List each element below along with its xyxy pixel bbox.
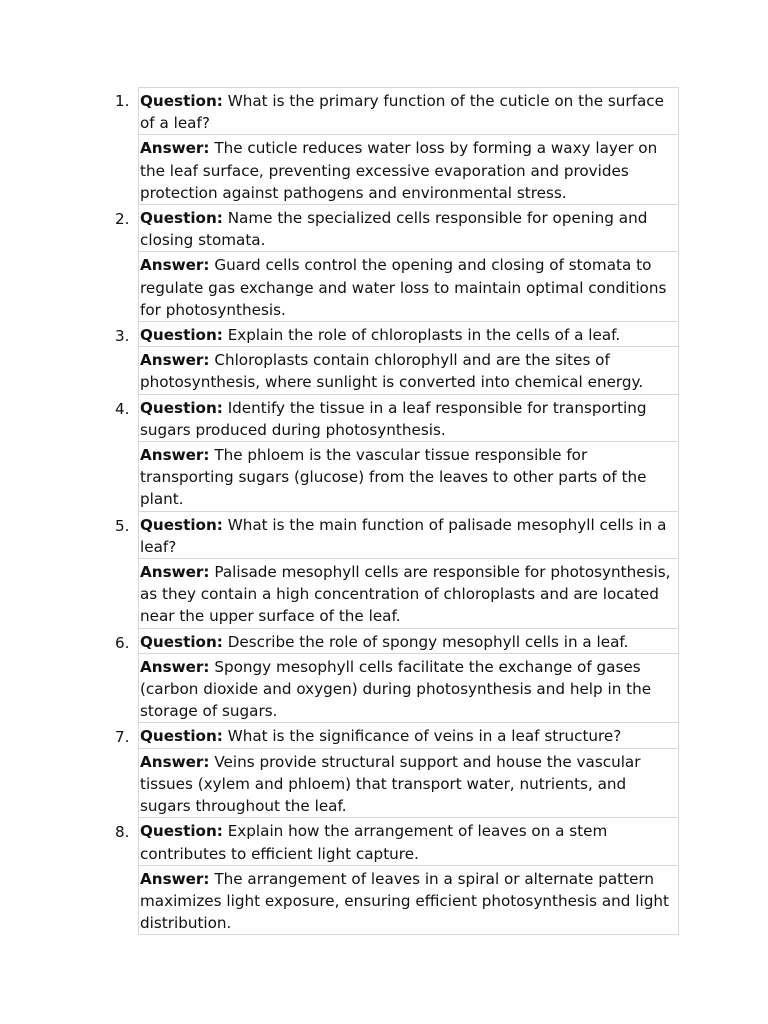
answer-box xyxy=(138,749,679,819)
qa-item xyxy=(112,629,679,724)
item-number: 6. xyxy=(115,633,130,652)
question-text: What is the significance of veins in a leaf structure? xyxy=(227,727,622,746)
qa-item xyxy=(112,322,679,395)
item-number: 1. xyxy=(115,92,130,110)
question-label: Question: xyxy=(140,727,223,746)
answer-box xyxy=(138,442,679,512)
answer-box xyxy=(138,252,679,322)
qa-item xyxy=(112,205,679,322)
item-number: 2. xyxy=(115,210,130,229)
qa-list xyxy=(112,87,679,935)
question-text: Explain the role of chloroplasts in the cells of a leaf. xyxy=(227,326,621,345)
answer-text: The phloem is the vascular tissue responsible for transporting sugars (glucose) from the leaves to other parts of the plant. xyxy=(140,446,647,509)
answer-text: Palisade mesophyll cells are responsible for photosynthesis, as they contain a high concentration of chloroplasts and are located near the upper surface of the leaf. xyxy=(140,563,671,626)
answer-text: Chloroplasts contain chlorophyll and are the sites of photosynthesis, where sunlight is converted into chemical energy. xyxy=(140,351,644,392)
answer-label: Answer: xyxy=(140,657,210,676)
qa-item xyxy=(112,87,679,205)
answer-box xyxy=(138,559,679,629)
item-number: 7. xyxy=(115,728,130,747)
answer-text: Veins provide structural support and house the vascular tissues (xylem and phloem) that transport water, nutrients, and sugars throughout the leaf. xyxy=(140,752,641,816)
answer-label: Answer: xyxy=(140,256,210,275)
question-box xyxy=(138,395,679,442)
question-text: What is the main function of palisade mesophyll cells in a leaf? xyxy=(140,515,667,556)
answer-box xyxy=(138,347,679,394)
question-box xyxy=(138,512,679,559)
item-number: 4. xyxy=(115,399,130,418)
answer-label: Answer: xyxy=(140,351,210,370)
question-label: Question: xyxy=(140,632,223,651)
item-number: 5. xyxy=(115,516,130,535)
question-text: Explain how the arrangement of leaves on a stem contributes to efficient light capture. xyxy=(140,822,608,863)
question-text: What is the primary function of the cuticle on the surface of a leaf? xyxy=(140,92,665,133)
qa-item xyxy=(112,723,679,818)
question-text: Describe the role of spongy mesophyll cells in a leaf. xyxy=(227,632,629,651)
question-text: Identify the tissue in a leaf responsible for transporting sugars produced during photosynthesis. xyxy=(140,398,647,439)
answer-text: The cuticle reduces water loss by forming a waxy layer on the leaf surface, preventing excessive evaporation and provides protection against pathogens and environmental stress. xyxy=(140,139,658,202)
answer-text: The arrangement of leaves in a spiral or alternate pattern maximizes light exposure, ensuring efficient photosynthesis and light distribution. xyxy=(140,869,669,933)
question-label: Question: xyxy=(140,326,223,345)
question-label: Question: xyxy=(140,515,223,534)
qa-item xyxy=(112,818,679,935)
item-number: 3. xyxy=(115,327,130,346)
answer-label: Answer: xyxy=(140,139,210,158)
question-label: Question: xyxy=(140,398,223,417)
answer-box xyxy=(138,135,679,205)
answer-label: Answer: xyxy=(140,869,210,888)
answer-text: Guard cells control the opening and closing of stomata to regulate gas exchange and water loss to maintain optimal conditions for photosynthesis. xyxy=(140,256,667,319)
item-number: 8. xyxy=(115,823,130,842)
answer-label: Answer: xyxy=(140,563,210,582)
qa-item xyxy=(112,395,679,512)
question-label: Question: xyxy=(140,822,223,841)
qa-item xyxy=(112,512,679,629)
answer-box xyxy=(138,866,679,936)
question-box xyxy=(138,205,679,252)
question-box xyxy=(138,723,679,748)
answer-text: Spongy mesophyll cells facilitate the exchange of gases (carbon dioxide and oxygen) during photosynthesis and help in the storage of sugars. xyxy=(140,657,652,721)
question-box xyxy=(138,87,679,135)
question-box xyxy=(138,322,679,347)
question-box xyxy=(138,818,679,865)
answer-box xyxy=(138,654,679,724)
question-text: Name the specialized cells responsible for opening and closing stomata. xyxy=(140,209,648,250)
question-label: Question: xyxy=(140,92,223,110)
question-box xyxy=(138,629,679,654)
answer-label: Answer: xyxy=(140,446,210,465)
question-label: Question: xyxy=(140,209,223,228)
answer-label: Answer: xyxy=(140,752,210,771)
